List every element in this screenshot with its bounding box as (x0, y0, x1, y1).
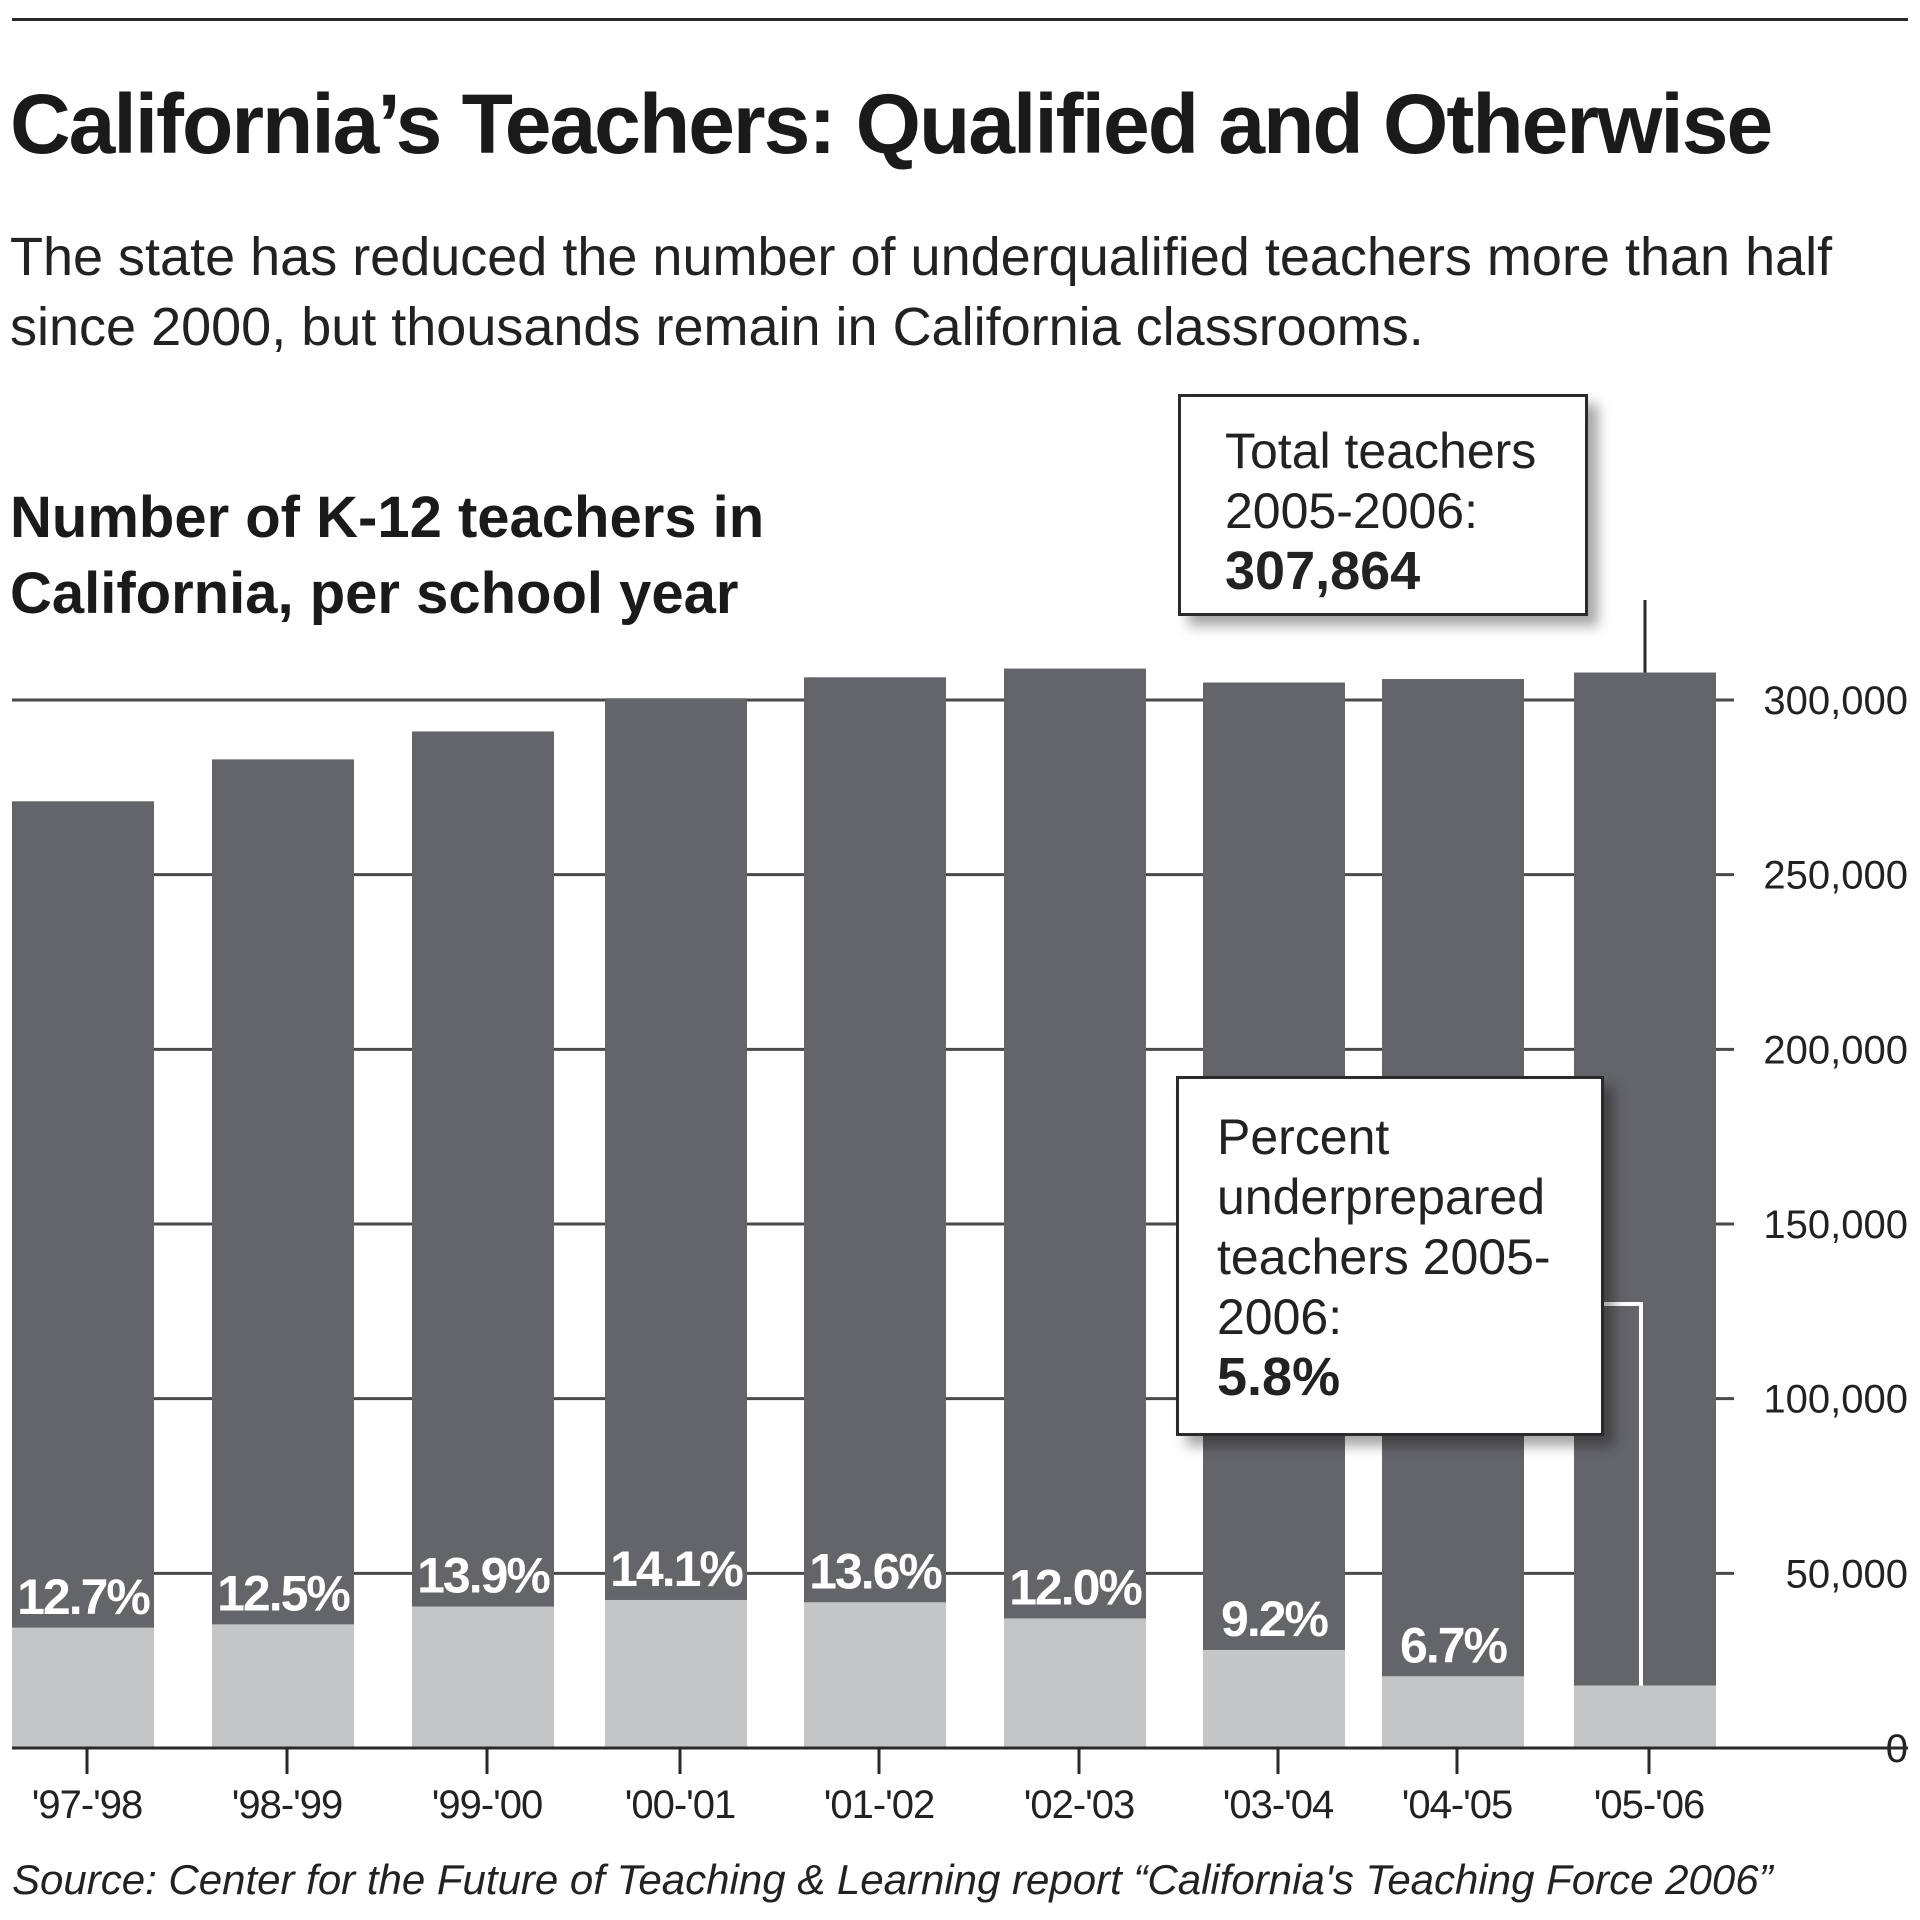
x-tick-label: '02-'03 (1023, 1783, 1135, 1827)
x-tick-label: '04-'05 (1401, 1783, 1513, 1827)
y-tick-label: 150,000 (1763, 1203, 1908, 1247)
bar-percent-label: 12.0% (1009, 1559, 1141, 1616)
bar-underprepared (1004, 1618, 1146, 1748)
bar-qualified (212, 759, 354, 1624)
y-tick-label: 0 (1885, 1727, 1908, 1771)
top-rule (12, 18, 1908, 21)
chart-title: Number of K-12 teachers in California, per school year (10, 485, 765, 626)
y-tick-label: 250,000 (1763, 853, 1908, 898)
bar-qualified (12, 801, 154, 1627)
x-tick-label: '03-'04 (1222, 1783, 1334, 1827)
total-callout-leader (1590, 600, 1645, 673)
source-note: Source: Center for the Future of Teaching & Learning report “California's Teaching Force 2006” (12, 1856, 1773, 1903)
bar-underprepared (804, 1602, 946, 1748)
x-tick-label: '00-'01 (624, 1783, 736, 1827)
bar-percent-label: 6.7% (1400, 1617, 1506, 1674)
bar-percent-label: 13.6% (809, 1543, 941, 1600)
bar-qualified (1004, 669, 1146, 1619)
bar-qualified (605, 698, 747, 1600)
bar-underprepared (1382, 1676, 1524, 1748)
bar-percent-label: 12.5% (217, 1565, 349, 1622)
headline: California’s Teachers: Qualified and Otherwise (10, 77, 1772, 171)
total-callout-label: Total teachers 2005-2006: (1225, 423, 1537, 539)
subhead: The state has reduced the number of underqualified teachers more than half since 2000, but thousands remain in California classrooms. (10, 227, 1833, 357)
bar-underprepared (605, 1600, 747, 1748)
x-tick-label: '98-'99 (231, 1783, 343, 1827)
total-teachers-callout (1178, 394, 1588, 616)
y-tick-label: 100,000 (1763, 1377, 1908, 1422)
bar-underprepared (1203, 1650, 1345, 1748)
bar-chart (0, 600, 1920, 1840)
y-tick-label: 200,000 (1763, 1028, 1908, 1073)
bar-qualified (804, 677, 946, 1602)
bar-percent-label: 12.7% (17, 1568, 149, 1625)
bar-percent-label: 14.1% (610, 1540, 742, 1597)
bar-percent-label: 9.2% (1221, 1590, 1327, 1647)
percent-callout-value: 5.8% (1217, 1347, 1341, 1407)
bar-underprepared (412, 1607, 554, 1748)
x-tick-label: '99-'00 (431, 1783, 543, 1827)
bar-underprepared (212, 1624, 354, 1748)
bar-percent-label: 13.9% (417, 1547, 549, 1604)
y-tick-label: 50,000 (1785, 1552, 1908, 1597)
x-tick-label: '97-'98 (31, 1783, 143, 1827)
bar-underprepared (1574, 1686, 1716, 1748)
bar-qualified (412, 731, 554, 1606)
percent-callout-label: Percent underprepared teachers 2005-2006: (1217, 1109, 1551, 1345)
y-tick-label: 300,000 (1763, 679, 1908, 723)
x-tick-label: '01-'02 (823, 1783, 935, 1827)
bar-underprepared (12, 1628, 154, 1748)
total-callout-value: 307,864 (1225, 541, 1421, 601)
percent-underprepared-callout (1176, 1076, 1604, 1436)
x-tick-label: '05-'06 (1593, 1783, 1705, 1827)
